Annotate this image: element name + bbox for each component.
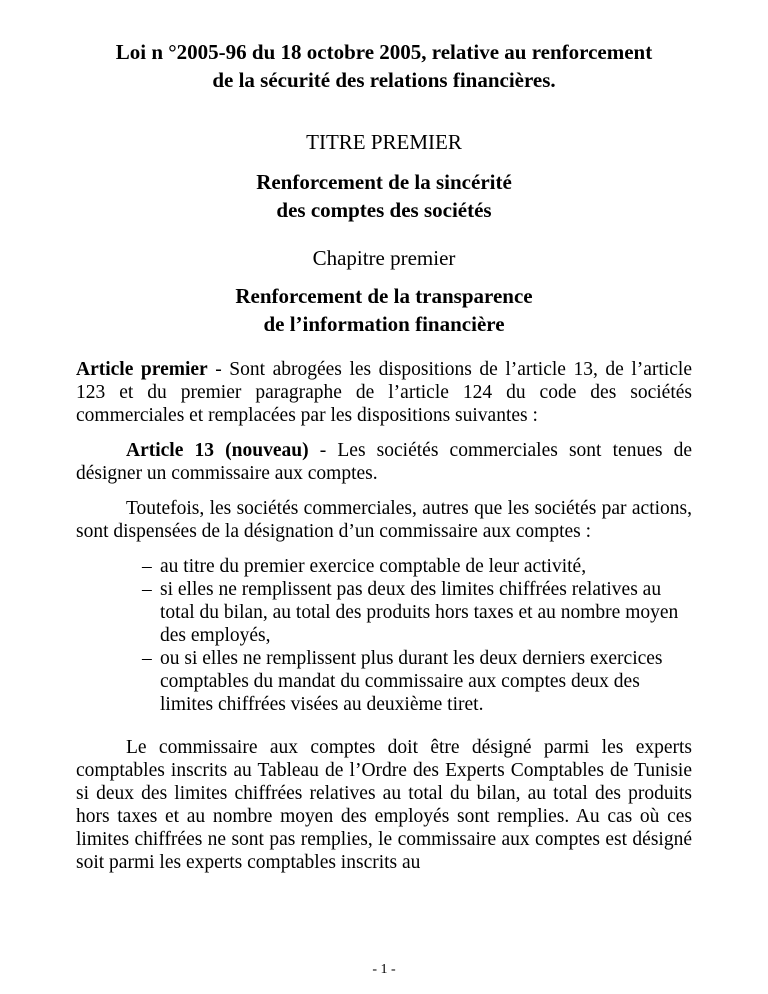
article-premier-text: - Sont abrogées les dispositions de l’article 13, de l’article 123 et du premier paragraphe de l’article 124 du code des sociétés commerciales et remplacées par les dispositions suivantes : — [76, 359, 692, 426]
list-item: – au titre du premier exercice comptable de leur activité, — [142, 555, 692, 578]
titre-subheading — [76, 168, 692, 224]
title-line-2: de la sécurité des relations financières. — [212, 68, 556, 92]
titre-heading: TITRE PREMIER — [306, 130, 462, 154]
chapitre-subheading — [76, 282, 692, 338]
titre-sub-line-2: des comptes des sociétés — [276, 198, 492, 222]
chap-sub-line-2: de l’information financière — [263, 312, 505, 336]
chapitre-heading: Chapitre premier — [312, 246, 456, 270]
list-item: – ou si elles ne remplissent plus durant les deux derniers exercices comptables du mandat du commissaire aux comptes deux des limites chiffrées visées au deuxième tiret. — [142, 647, 692, 716]
document-page — [76, 30, 692, 874]
article-13-text: - Les sociétés commerciales sont tenues de désigner un commissaire aux comptes. — [76, 440, 692, 484]
article-premier-label: Article premier — [76, 359, 208, 380]
article-13-paragraph — [76, 439, 692, 485]
list-item: – si elles ne remplissent pas deux des limites chiffrées relatives au total du bilan, au total des produits hors taxes et au nombre moyen des employés, — [142, 578, 692, 647]
commissaire-paragraph: Le commissaire aux comptes doit être désigné parmi les experts comptables inscrits au Tableau de l’Ordre des Experts Comptables de Tunisie si deux des limites chiffrées relatives au total du bilan, au total des produits hors taxes et au nombre moyen des employés sont remplies. Au cas où ces limites chiffrées ne sont pas remplies, le commissaire aux comptes est désigné soit parmi les experts comptables inscrits au — [76, 737, 692, 873]
toutefois-paragraph: Toutefois, les sociétés commerciales, autres que les sociétés par actions, sont dispensées de la désignation d’un commissaire aux comptes : — [76, 498, 692, 542]
document-title — [76, 38, 692, 94]
dispense-list — [76, 555, 692, 716]
article-premier-paragraph — [76, 358, 692, 427]
title-line-1: Loi n °2005-96 du 18 octobre 2005, relative au renforcement — [115, 40, 653, 64]
chap-sub-line-1: Renforcement de la transparence — [235, 284, 533, 308]
page-number: - 1 - — [372, 962, 396, 977]
article-13-label: Article 13 (nouveau) — [126, 440, 309, 461]
titre-sub-line-1: Renforcement de la sincérité — [256, 170, 512, 194]
